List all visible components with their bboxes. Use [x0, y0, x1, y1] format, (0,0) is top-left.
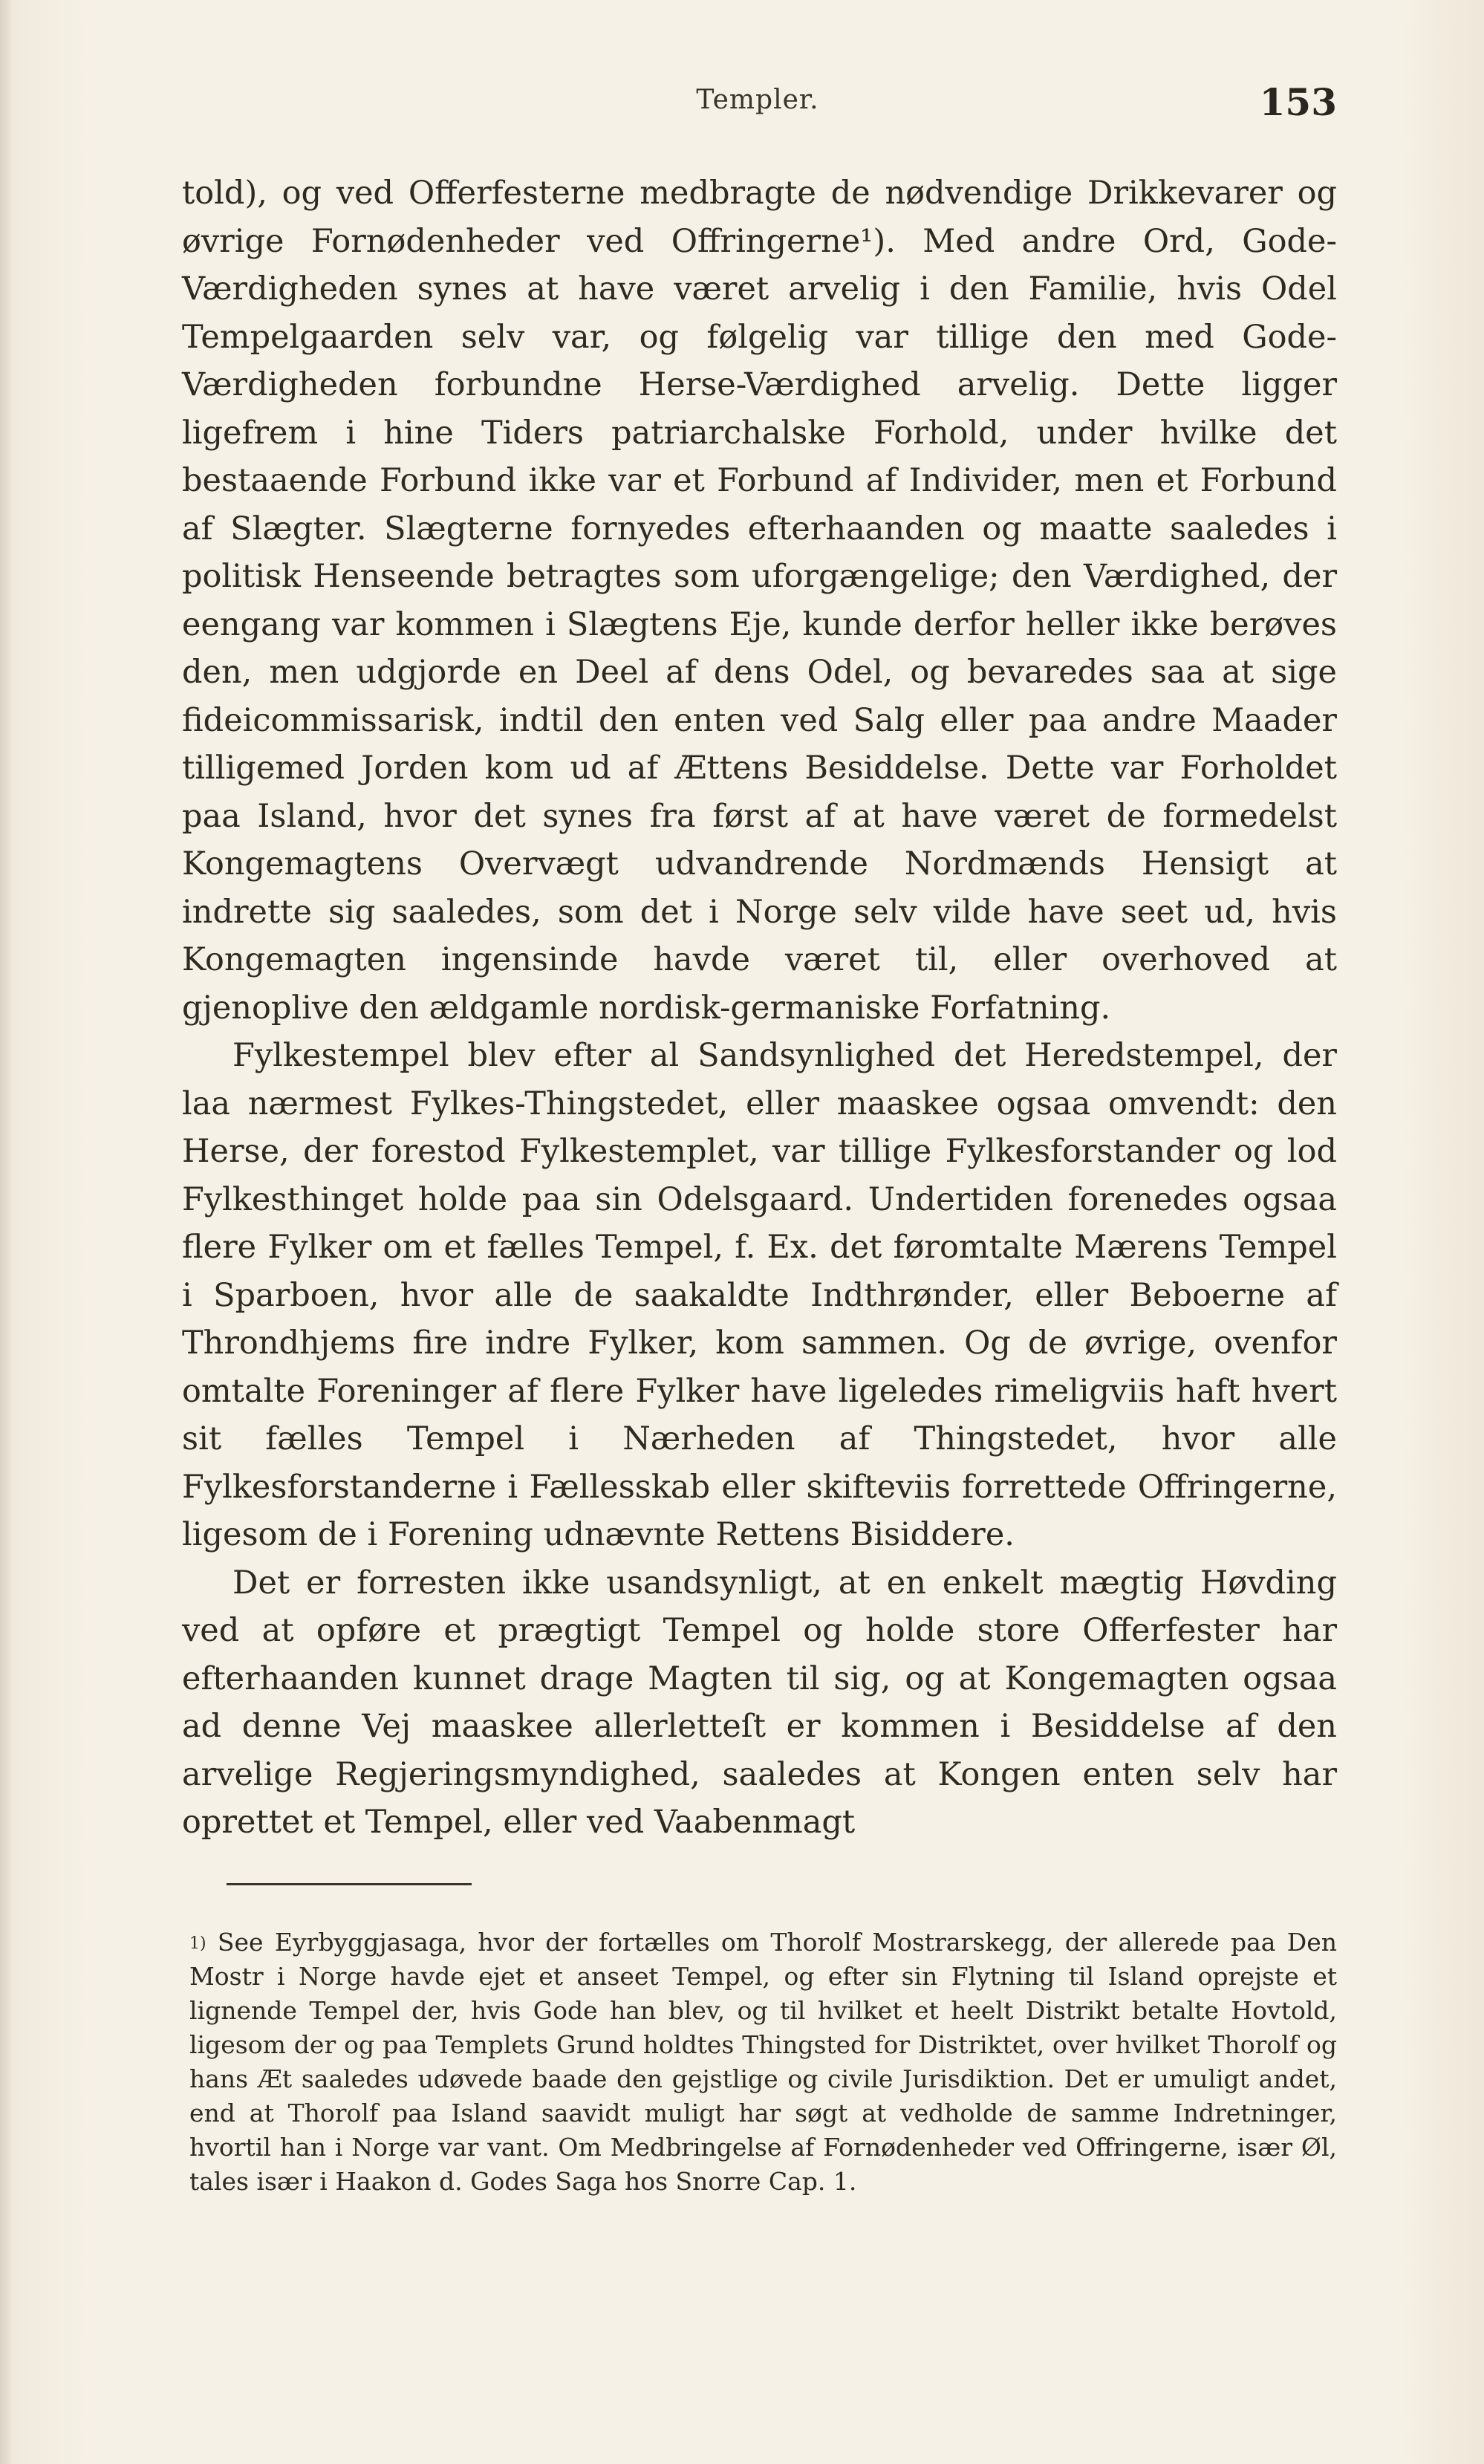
scan-shadow — [0, 0, 13, 2464]
paragraph-3: Det er forresten ikke usandsynligt, at en enkelt mægtig Høvding ved at opføre et prægtigt Tempel og holde store Offerfester har efterhaanden kunnet drage Magten til sig, og at Kongemagten ogsaa ad denne Vej maaskee allerletteſt er kommen i Besiddelse af den arvelige Regjeringsmyndighed, saaledes at Kongen enten selv har oprettet et Tempel, eller ved Vaabenmagt — [182, 1564, 1337, 1841]
footnote — [189, 1925, 1337, 2199]
main-text — [182, 169, 1337, 1847]
paragraph-2: Fylkestempel blev efter al Sandsynlighed det Heredstempel, der laa nærmest Fylkes-Thingstedet, eller maaskee ogsaa omvendt: den Herse, der forestod Fylkestemplet, var tillige Fylkesforstander og lod Fylkesthinget holde paa sin Odelsgaard. Undertiden forenedes ogsaa flere Fylker om et fælles Tempel, f. Ex. det føromtalte Mærens Tempel i Sparboen, hvor alle de saakaldte Indthrønder, eller Beboerne af Throndhjems fire indre Fylker, kom sammen. Og de øvrige, ovenfor omtalte Foreninger af flere Fylker have ligeledes rimeligviis haft hvert sit fælles Tempel i Nærheden af Thingstedet, hvor alle Fylkesforstanderne i Fællesskab eller skifteviis forrettede Offringerne, ligesom de i Forening udnævnte Rettens Bisiddere. — [182, 1037, 1337, 1553]
footnote-marker: 1) — [189, 1934, 206, 1953]
footnote-text: See Eyrbyggjasaga, hvor der fortælles om Thorolf Mostrarskegg, der allerede paa Den Mostr i Norge havde ejet et anseet Tempel, og efter sin Flytning til Island oprejste et lignende Tempel der, hvis Gode han blev, og til hvilket et heelt Distrikt betalte Hovtold, ligesom der og paa Templets Grund holdtes Thingsted for Distriktet, over hvilket Thorolf og hans Æt saaledes udøvede baade den gejstlige og civile Jurisdiktion. Det er umuligt andet, end at Thorolf paa Island saavidt muligt har søgt at vedholde de samme Indretninger, hvortil han i Norge var vant. Om Medbringelse af Fornødenheder ved Offringerne, især Øl, tales især i Haakon d. Godes Saga hos Snorre Cap. 1. — [189, 1928, 1337, 2196]
paragraph-1: told), og ved Offerfesterne medbragte de nødvendige Drikkevarer og øvrige Fornødenheder ved Offringerne¹). Med andre Ord, Gode-Værdigheden synes at have været arvelig i den Familie, hvis Odel Tempelgaarden selv var, og følgelig var tillige den med Gode-Værdigheden forbundne Herse-Værdighed arvelig. Dette ligger ligefrem i hine Tiders patriarchalske Forhold, under hvilke det bestaaende Forbund ikke var et Forbund af Individer, men et Forbund af Slægter. Slægterne fornyedes efterhaanden og maatte saaledes i politisk Henseende betragtes som uforgængelige; den Værdighed, der eengang var kommen i Slægtens Eje, kunde derfor heller ikke berøves den, men udgjorde en Deel af dens Odel, og bevaredes saa at sige fideicommissarisk, indtil den enten ved Salg eller paa andre Maader tilligemed Jorden kom ud af Ættens Besiddelse. Dette var Forholdet paa Island, hvor det synes fra først af at have været de formedelst Kongemagtens Overvægt udvandrende Nordmænds Hensigt at indrette sig saaledes, som det i Norge selv vilde have seet ud, hvis Kongemagten ingensinde havde været til, eller overhoved at gjenoplive den ældgamle nordisk-germaniske Forfatning. — [182, 175, 1337, 1027]
page-number: 153 — [1259, 80, 1337, 124]
footnote-divider — [227, 1883, 472, 1885]
running-head: Templer. — [696, 85, 819, 115]
page-header — [178, 80, 1337, 132]
